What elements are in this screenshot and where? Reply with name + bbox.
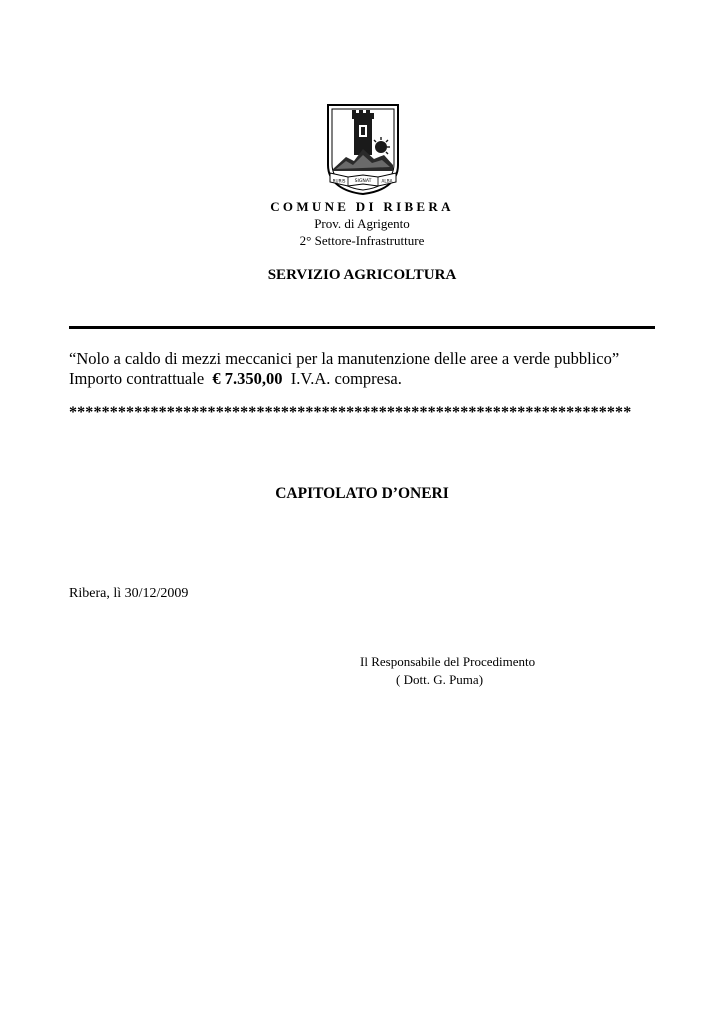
signatory-name: ( Dott. G. Puma)	[396, 672, 484, 687]
place-and-date: Ribera, lì 30/12/2009	[69, 586, 189, 601]
coat-of-arms-emblem	[326, 103, 400, 195]
svg-text:SIGNAT: SIGNAT	[354, 179, 372, 184]
document-title: CAPITOLATO D’ONERI	[275, 485, 449, 502]
contract-amount-line	[69, 369, 402, 389]
svg-text:RURIS: RURIS	[332, 178, 346, 184]
svg-text:ALBA: ALBA	[381, 178, 393, 184]
contract-subject: “Nolo a caldo di mezzi meccanici per la manutenzione delle aree a verde pubblico”	[69, 349, 620, 368]
amount-value: € 7.350,00	[212, 369, 283, 388]
signatory-role: Il Responsabile del Procedimento	[360, 654, 536, 669]
service-heading: SERVIZIO AGRICOLTURA	[267, 267, 457, 283]
department-line: 2° Settore-Infrastrutture	[299, 233, 425, 248]
amount-note: I.V.A. compresa.	[290, 369, 402, 388]
asterisk-separator: *********************************************************************	[69, 404, 632, 421]
province-line: Prov. di Agrigento	[314, 216, 410, 231]
horizontal-divider	[69, 326, 655, 329]
amount-label: Importo contrattuale	[69, 369, 205, 388]
municipality-name: COMUNE DI RIBERA	[270, 199, 454, 214]
